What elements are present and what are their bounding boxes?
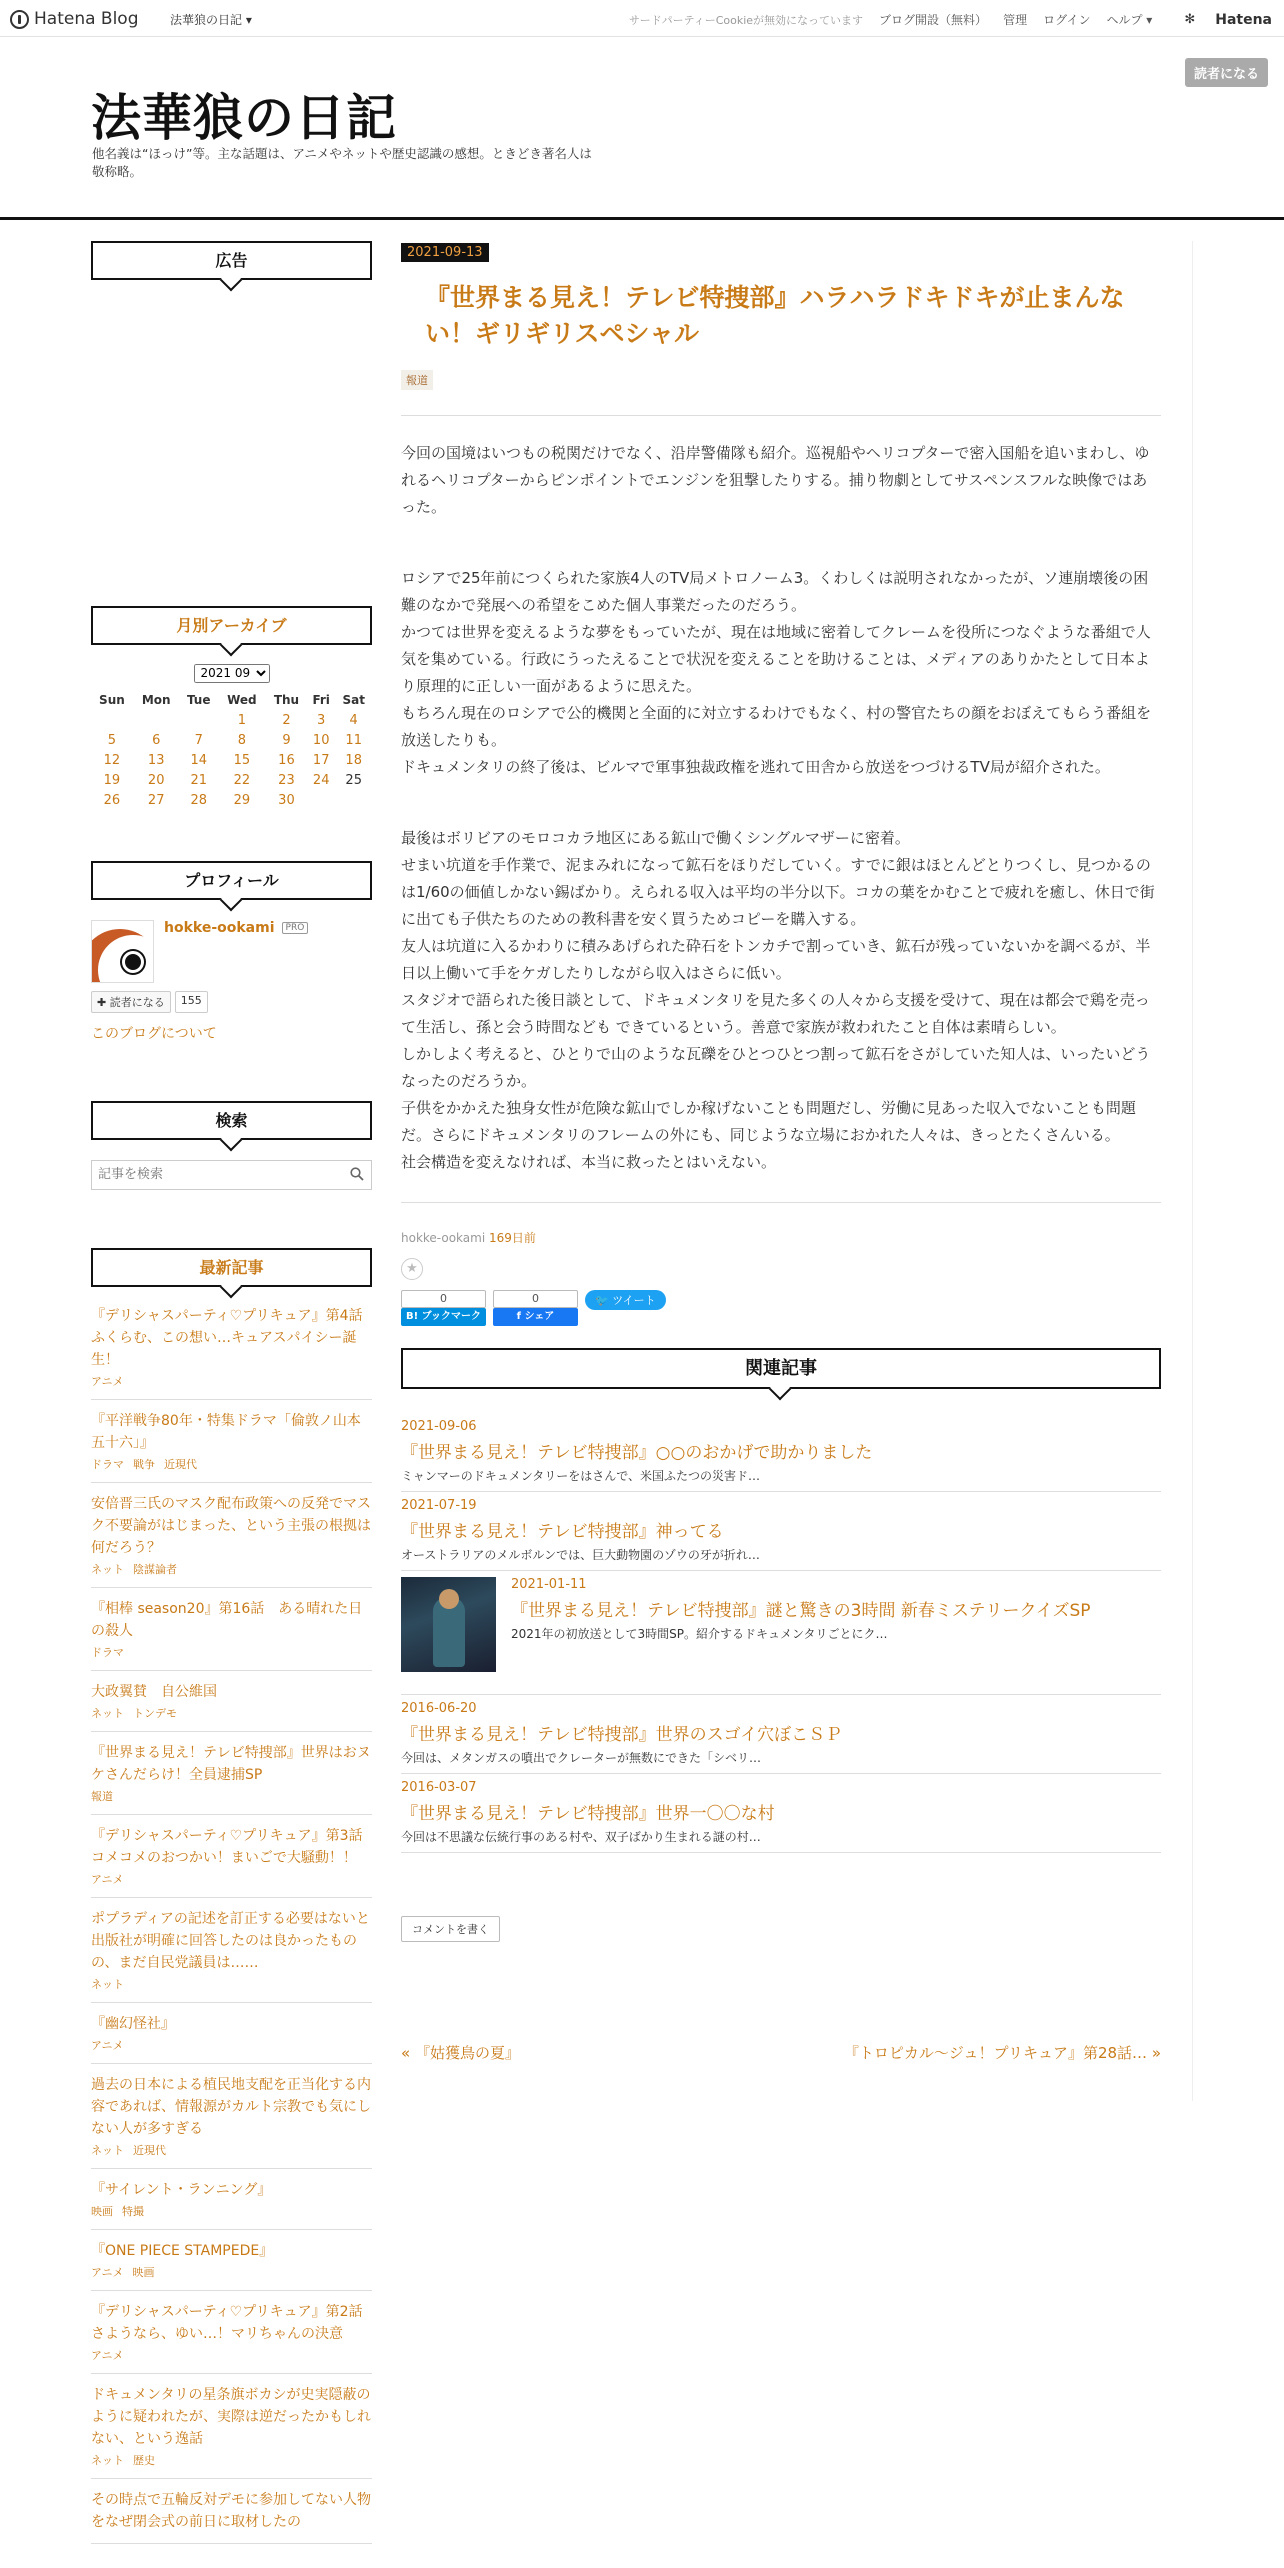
calendar-day[interactable]: 28: [190, 793, 207, 808]
related-entry-title[interactable]: 『世界まる見え！テレビ特捜部』謎と驚きの3時間 新春ミステリークイズSP: [511, 1601, 1091, 1621]
category-link[interactable]: ネット: [91, 1977, 124, 1991]
calendar-day-header: Thu: [273, 692, 300, 707]
blog-description: 他名義は“ほっけ”等。主な話題は、アニメやネットや歴史認識の感想。ときどき著名人は敬称略。: [92, 146, 592, 179]
category-link[interactable]: ドラマ: [91, 1457, 124, 1471]
global-header: [0, 0, 1284, 37]
calendar-day-header: Sun: [99, 692, 125, 707]
recent-entry-categories: [91, 1705, 372, 1721]
entry-paragraph: 最後はボリビアのモロコカラ地区にある鉱山で働くシングルマザーに密着。: [401, 829, 910, 847]
calendar-day[interactable]: 6: [152, 733, 161, 748]
recent-entry-title[interactable]: 『幽幻怪社』: [91, 2015, 175, 2032]
search-icon[interactable]: [350, 1167, 364, 1181]
category-link[interactable]: 映画: [91, 2204, 113, 2218]
calendar-day[interactable]: 13: [147, 753, 165, 768]
hatena-logo-text: Hatena: [1215, 11, 1272, 28]
entry-footer: [401, 1229, 1161, 1246]
recent-entry-categories: [91, 1871, 372, 1887]
entry-author[interactable]: hokke-ookami: [401, 1231, 486, 1245]
category-link[interactable]: 報道: [91, 1789, 113, 1803]
help-dropdown[interactable]: ヘルプ ▾: [1106, 13, 1153, 27]
calendar-day[interactable]: 30: [278, 793, 295, 808]
list-item: [91, 2064, 372, 2169]
recent-entry-categories: [91, 2347, 372, 2363]
list-item: [91, 2003, 372, 2064]
share-buttons: [401, 1290, 1161, 1326]
entry-time-ago[interactable]: 169日前: [488, 1231, 536, 1245]
write-comment-button[interactable]: コメントを書く: [401, 1916, 500, 1942]
recent-entry-title[interactable]: 『平洋戦争80年・特集ドラマ「倫敦ノ山本五十六」』: [91, 1412, 361, 1451]
category-link[interactable]: 近現代: [164, 1457, 197, 1471]
blog-menu-dropdown[interactable]: 法華狼の日記 ▾: [170, 13, 252, 27]
calendar-day[interactable]: 15: [233, 753, 251, 768]
main-content: [401, 241, 1161, 2063]
calendar-day-header: Wed: [227, 692, 257, 707]
recent-entry-categories: [91, 2142, 372, 2158]
category-link[interactable]: アニメ: [91, 2348, 124, 2362]
subscribe-button[interactable]: 読者になる: [1185, 58, 1268, 87]
recent-entry-title[interactable]: 安倍晋三氏のマスク配布政策への反発でマスク不要論がはじまった、という主張の根拠は何だろう？: [91, 1495, 371, 1556]
category-link[interactable]: ネット: [91, 1706, 124, 1720]
list-item: [91, 2230, 372, 2291]
category-link[interactable]: アニメ: [91, 1872, 124, 1886]
calendar-day-header: Sat: [342, 692, 365, 707]
calendar-day[interactable]: 16: [278, 753, 295, 768]
archive-calendar: [91, 689, 372, 811]
open-blog-link[interactable]: ブログ開設（無料）: [879, 13, 988, 27]
blog-title[interactable]: 法華狼の日記: [91, 89, 397, 147]
calendar-day[interactable]: 11: [345, 733, 362, 748]
related-entry-date[interactable]: 2016-06-20: [401, 1701, 477, 1716]
about-link[interactable]: このブログについて: [91, 1025, 217, 1042]
list-item: [91, 1732, 372, 1815]
list-item: [91, 2479, 372, 2544]
related-entry: [401, 1571, 1161, 1695]
hatena-blog-logo[interactable]: [10, 9, 139, 29]
entry-paragraph: スタジオで語られた後日談として、ドキュメンタリを見た多くの人々から支援を受けて、現在は都会で鶏を売って生活し、孫と会う時間なども できているという。善意で家族が救われたこと自体は素晴らしい。: [401, 991, 1150, 1036]
calendar-day: [335, 791, 372, 811]
recent-entry-categories: [91, 2264, 372, 2280]
related-entry-title[interactable]: 『世界まる見え！テレビ特捜部』世界のスゴイ穴ぼこＳＰ: [401, 1725, 843, 1745]
hatena-logo[interactable]: [1168, 12, 1272, 28]
calendar-day[interactable]: 29: [233, 793, 251, 808]
pro-badge: PRO: [282, 922, 309, 934]
facebook-count: 0: [493, 1290, 578, 1308]
recent-entry-title[interactable]: 『世界まる見え！テレビ特捜部』世界はおヌケさんだらけ！全員逮捕SP: [91, 1744, 371, 1783]
recent-entry-title[interactable]: その時点で五輪反対デモに参加してない人物をなぜ閉会式の前日に取材したの: [91, 2491, 371, 2530]
related-entry-snippet: 今回は、メタンガスの噴出でクレーターが無数にできた「シベリ…: [401, 1751, 762, 1765]
related-entry-title[interactable]: 『世界まる見え！テレビ特捜部』世界一〇〇な村: [401, 1804, 775, 1824]
category-link[interactable]: 陰謀論者: [133, 1562, 177, 1576]
calendar-day[interactable]: 23: [278, 773, 295, 788]
recent-entry-title[interactable]: 『ONE PIECE STAMPEDE』: [91, 2242, 274, 2259]
category-link[interactable]: ネット: [91, 2143, 124, 2157]
calendar-day: [133, 711, 180, 731]
list-item: [91, 2169, 372, 2230]
recent-entry-title[interactable]: 『デリシャスパーティ♡プリキュア』第2話 さようなら、ゆい…！マリちゃんの決意: [91, 2303, 377, 2342]
hatebu-share-button[interactable]: [401, 1290, 486, 1326]
category-link[interactable]: 特撮: [122, 2204, 144, 2218]
calendar-day[interactable]: 9: [282, 733, 291, 748]
calendar-day: [91, 711, 133, 731]
avatar[interactable]: [91, 920, 154, 983]
recent-entry-categories: [91, 1644, 372, 1660]
calendar-day[interactable]: 24: [312, 773, 330, 788]
entry-paragraph: かつては世界を変えるような夢をもっていたが、現在は地域に密着してクレームを役所につなぐような番組で人気を集めている。行政にうったえることで状況を変えることを助けることは、メディアのありかたとして日本より原理的に正しい一面があるように思えた。: [401, 623, 1151, 695]
list-item: [91, 1588, 372, 1671]
entry-paragraph: 今回の国境はいつもの税関だけでなく、沿岸警備隊も紹介。巡視船やヘリコプターで密入国船を追いまわし、ゆれるヘリコプターからピンポイントでエンジンを狙撃したりする。捕り物劇としてサスペンスフルな映像ではあった。: [401, 444, 1150, 516]
calendar-day[interactable]: 14: [190, 753, 207, 768]
follower-count[interactable]: 155: [175, 991, 208, 1013]
calendar-day[interactable]: 8: [237, 733, 247, 748]
calendar-day[interactable]: 22: [233, 773, 251, 788]
list-item: [91, 2291, 377, 2374]
recent-entry-categories: [91, 2203, 372, 2219]
entry-category[interactable]: 報道: [401, 370, 433, 390]
recent-entries-list: [91, 1299, 377, 2544]
facebook-share-button[interactable]: [493, 1290, 578, 1326]
divider: [401, 1202, 1161, 1203]
next-entry-link[interactable]: 『トロピカル～ジュ！プリキュア』第28話… »: [843, 2044, 1161, 2062]
calendar-day[interactable]: 7: [194, 733, 203, 748]
category-link[interactable]: ドラマ: [91, 1645, 124, 1659]
calendar-day[interactable]: 20: [147, 773, 165, 788]
add-star-icon[interactable]: ★: [401, 1258, 423, 1280]
related-entries-list: [401, 1413, 1161, 1853]
related-entry: [401, 1492, 1161, 1571]
twitter-bird-icon: 🐦: [595, 1294, 609, 1307]
recent-entry-title[interactable]: 過去の日本による植民地支配を正当化する内容であれば、情報源がカルト宗教でも気にしない人が多すぎる: [91, 2076, 371, 2137]
calendar-day[interactable]: 1: [237, 713, 247, 728]
category-link[interactable]: 映画: [132, 2265, 155, 2279]
related-entry: [401, 1695, 1161, 1774]
list-item: [91, 1299, 377, 1400]
tweet-button[interactable]: [585, 1290, 666, 1310]
pager: [401, 2042, 1161, 2063]
category-link[interactable]: アニメ: [91, 2265, 124, 2279]
entry-paragraph: ドキュメンタリの終了後は、ビルマで軍事独裁政権を逃れて田舎から放送をつづけるTV局が紹介された。: [401, 758, 1110, 776]
recent-entry-categories: [91, 1561, 372, 1577]
recent-module-title: 最新記事: [91, 1248, 372, 1287]
calendar-day[interactable]: 21: [190, 773, 207, 788]
related-entry-date[interactable]: 2021-01-11: [511, 1577, 587, 1592]
logo-text: Hatena Blog: [34, 9, 139, 29]
category-link[interactable]: トンデモ: [133, 1706, 177, 1720]
calendar-day[interactable]: 18: [345, 753, 362, 768]
entry-body: [401, 440, 1161, 1176]
facebook-label: f シェア: [493, 1308, 578, 1326]
recent-entry-categories: [91, 1456, 372, 1472]
calendar-day: 25: [345, 773, 362, 788]
entry-paragraph: ロシアで25年前につくられた家族4人のTV局メトロノーム3。くわしくは説明されなかったが、ソ連崩壊後の困難のなかで発展への希望をこめた個人事業だったのだろう。: [401, 569, 1149, 614]
recent-entry-categories: [91, 1373, 372, 1389]
calendar-day[interactable]: 10: [312, 733, 330, 748]
related-module-title: 関連記事: [401, 1348, 1161, 1389]
entry-paragraph: 友人は坑道に入るかわりに積みあげられた砕石をトンカチで割っていき、鉱石が残っていないかを調べるが、半日以上働いて手をケガしたりしながら収入はさらに低い。: [401, 937, 1151, 982]
related-entry-title[interactable]: 『世界まる見え！テレビ特捜部』神ってる: [401, 1522, 724, 1542]
calendar-day[interactable]: 4: [349, 713, 358, 728]
list-item: [91, 1400, 372, 1483]
calendar-day: [307, 791, 335, 811]
calendar-day[interactable]: 27: [147, 793, 165, 808]
related-entry: [401, 1413, 1161, 1492]
recent-entry-title[interactable]: 『デリシャスパーティ♡プリキュア』第3話 コメコメのおつかい！まいごで大騒動！！: [91, 1827, 377, 1866]
entry-paragraph: 社会構造を変えなければ、本当に救ったとはいえない。: [401, 1153, 777, 1171]
search-input[interactable]: [92, 1161, 332, 1189]
content-divider: [1192, 241, 1193, 2101]
blog-header: [0, 38, 1284, 220]
entry-paragraph: もちろん現在のロシアで公的機関と全面的に対立するわけでもなく、村の警官たちの顔をおぼえてもらう番組を放送したりも。: [401, 704, 1152, 749]
cookie-notice: サードパーティーCookieが無効になっています: [628, 13, 864, 27]
recent-entry-categories: [91, 1976, 372, 1992]
recent-entry-title[interactable]: ドキュメンタリの星条旗ボカシが史実隠蔽のように疑われたが、実際は逆だったかもしれない、という逸話: [91, 2386, 371, 2447]
calendar-day[interactable]: 5: [107, 733, 117, 748]
recent-entry-title[interactable]: 『デリシャスパーティ♡プリキュア』第4話 ふくらむ、この想い…キュアスパイシー誕生！: [91, 1307, 377, 1368]
prev-entry-link[interactable]: « 『姑獲鳥の夏』: [401, 2044, 520, 2062]
entry-title[interactable]: 『世界まる見え！テレビ特捜部』ハラハラドキドキが止まんない！ギリギリスペシャル: [425, 283, 1125, 348]
follow-button-label: 読者になる: [109, 995, 165, 1009]
calendar-day[interactable]: 17: [312, 753, 330, 768]
related-entry: [401, 1774, 1161, 1853]
category-link[interactable]: 近現代: [133, 2143, 166, 2157]
calendar-day: [180, 711, 218, 731]
related-entry-thumbnail[interactable]: [401, 1577, 496, 1672]
related-entry-snippet: 今回は不思議な伝統行事のある村や、双子ばかり生まれる謎の村…: [401, 1830, 761, 1844]
list-item: [91, 1815, 377, 1898]
hatebu-label: B! ブックマーク: [401, 1308, 486, 1326]
hatebu-count: 0: [401, 1290, 486, 1308]
recent-entry-categories: [91, 2452, 372, 2468]
calendar-day-header: Tue: [186, 692, 211, 707]
related-entry-title[interactable]: 『世界まる見え！テレビ特捜部』○○のおかげで助かりました: [401, 1443, 873, 1463]
hatena-blog-logo-icon: [10, 10, 29, 29]
entry-paragraph: 子供をかかえた独身女性が危険な鉱山でしか稼げないことも問題だし、労働に見あった収入でないことも問題だ。さらにドキュメンタリのフレームの外にも、同じような立場におかれた人々は、きっとたくさんいる。: [401, 1099, 1136, 1144]
profile-module-title: プロフィール: [91, 861, 372, 900]
tweet-label: ツイート: [612, 1294, 656, 1307]
category-link[interactable]: ネット: [91, 2453, 124, 2467]
calendar-day-header: Mon: [141, 692, 171, 707]
category-link[interactable]: 戦争: [133, 1457, 155, 1471]
ad-slot: [91, 280, 372, 606]
entry-date[interactable]: 2021-09-13: [401, 243, 489, 262]
calendar-day[interactable]: 19: [103, 773, 121, 788]
list-item: [91, 2374, 372, 2479]
category-link[interactable]: アニメ: [91, 1374, 124, 1388]
search-module-title: 検索: [91, 1101, 372, 1140]
list-item: [91, 1898, 372, 2003]
divider: [401, 415, 1161, 416]
ad-module-title: 広告: [91, 241, 372, 280]
calendar-day[interactable]: 2: [282, 713, 291, 728]
recent-entry-title[interactable]: 『サイレント・ランニング』: [91, 2181, 272, 2198]
calendar-day[interactable]: 26: [103, 793, 121, 808]
calendar-day[interactable]: 3: [317, 713, 326, 728]
category-link[interactable]: アニメ: [91, 2038, 124, 2052]
follow-button[interactable]: ✚ 読者になる: [91, 991, 171, 1013]
recent-entry-title[interactable]: 大政翼賛 自公維国: [91, 1683, 217, 1700]
list-item: [91, 1671, 372, 1732]
recent-entry-title[interactable]: ポプラディアの記述を訂正する必要はないと出版社が明確に回答したのは良かったものの、まだ自民党議員は……: [91, 1910, 370, 1971]
entry-paragraph: せまい坑道を手作業で、泥まみれになって鉱石をほりだしていく。すでに銀はほとんどとりつくし、見つかるのは1/60の価値しかない錫ばかり。えられる収入は平均の半分以下。コカの葉をかむことで疲れを癒し、休日で街に出ても子供たちのための教科書を安く買うためコピーを購入する。: [401, 856, 1155, 928]
related-entry-snippet: オーストラリアのメルボルンでは、巨大動物園のゾウの牙が折れ…: [401, 1548, 760, 1562]
manage-link[interactable]: 管理: [1003, 13, 1028, 27]
archive-module-title[interactable]: 月別アーカイブ: [91, 606, 372, 645]
profile-name[interactable]: hokke-ookami: [164, 919, 275, 936]
calendar-day[interactable]: 12: [103, 753, 121, 768]
recent-entry-categories: [91, 1788, 372, 1804]
login-link[interactable]: ログイン: [1043, 13, 1091, 27]
hatena-gear-icon: ✻: [1184, 12, 1196, 27]
category-link[interactable]: 歴史: [133, 2453, 155, 2467]
sidebar: [91, 241, 377, 2544]
related-entry-date[interactable]: 2021-09-06: [401, 1419, 477, 1434]
related-entry-date[interactable]: 2021-07-19: [401, 1498, 477, 1513]
related-entry-snippet: ミャンマーのドキュメンタリーをはさんで、米国ふたつの災害ド…: [401, 1469, 761, 1483]
entry-paragraph: しかしよく考えると、ひとりで山のような瓦礫をひとつひとつ割って鉱石をさがしていた知人は、いったいどうなったのだろうか。: [401, 1045, 1151, 1090]
archive-month-select[interactable]: [194, 664, 270, 683]
recent-entry-title[interactable]: 『相棒 season20』第16話 ある晴れた日の殺人: [91, 1600, 363, 1639]
related-entry-date[interactable]: 2016-03-07: [401, 1780, 477, 1795]
calendar-day-header: Fri: [312, 692, 330, 707]
list-item: [91, 1483, 372, 1588]
search-box: [91, 1160, 372, 1190]
recent-entry-categories: [91, 2037, 372, 2053]
related-entry-snippet: 2021年の初放送として3時間SP。紹介するドキュメンタリごとにク…: [511, 1627, 888, 1641]
category-link[interactable]: ネット: [91, 1562, 124, 1576]
